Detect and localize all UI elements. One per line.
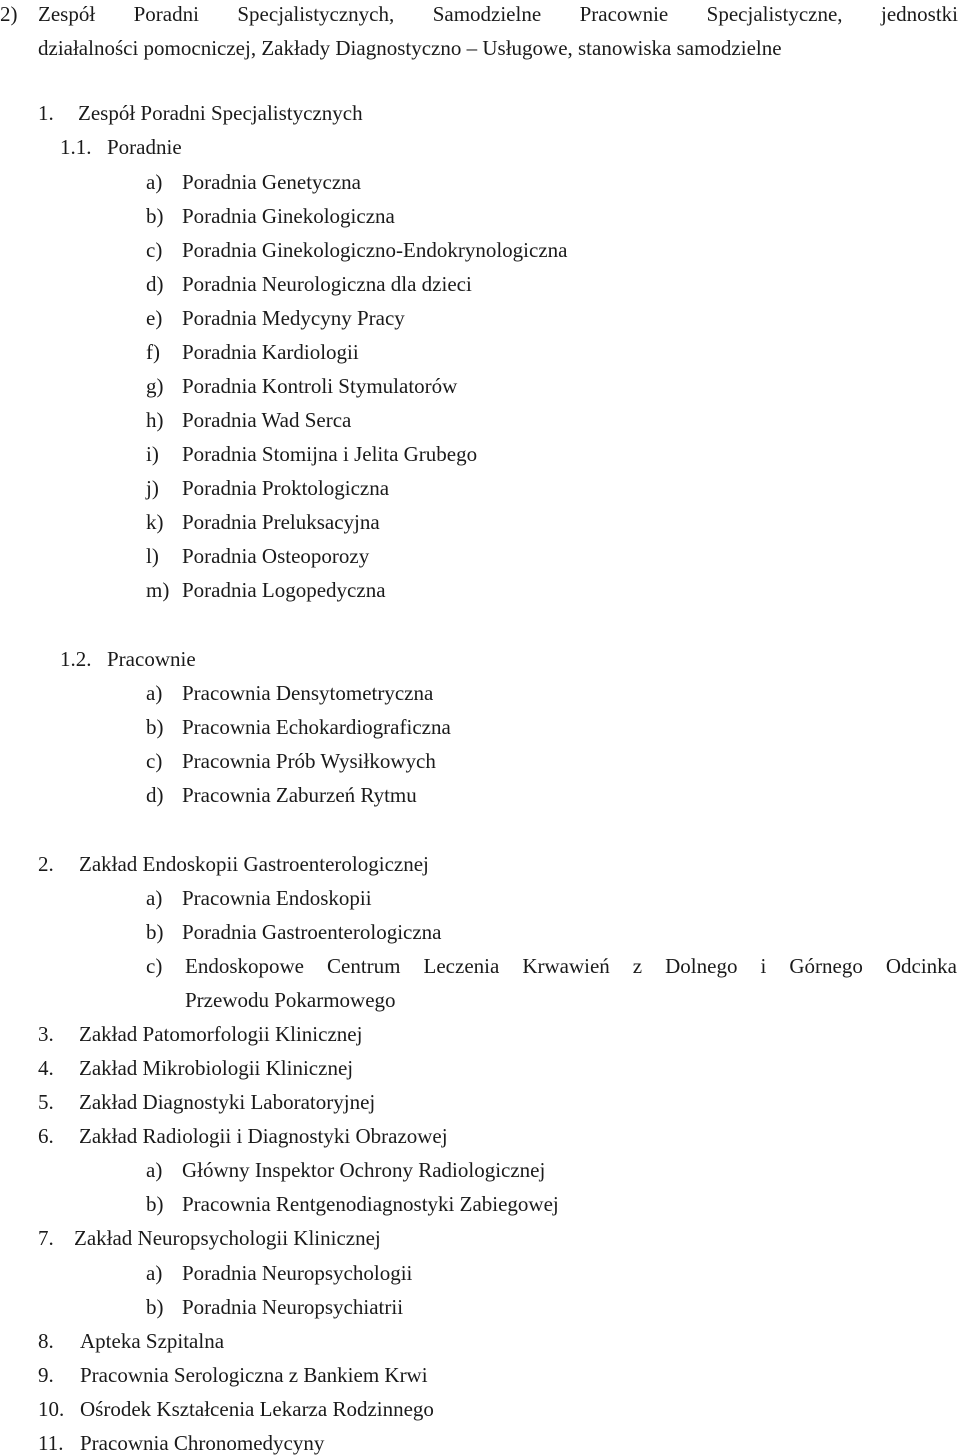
subsection-1-2-heading — [60, 647, 196, 671]
section-8-heading: 8. Apteka Szpitalna — [38, 1329, 225, 1353]
list-item: b) Poradnia Neuropsychiatrii — [146, 1295, 404, 1319]
section-2-label: 2. — [38, 852, 54, 876]
list-item: c) Poradnia Ginekologiczno-Endokrynologiczna — [146, 238, 568, 262]
heading-number: 2) — [0, 2, 18, 26]
list-item: l) Poradnia Osteoporozy — [146, 544, 370, 568]
list-item: c) Pracownia Prób Wysiłkowych — [146, 749, 436, 773]
section-11-heading: 11. Pracownia Chronomedycyny — [38, 1431, 325, 1455]
section-3-heading: 3. Zakład Patomorfologii Klinicznej — [38, 1022, 363, 1046]
heading-line-2: działalności pomocniczej, Zakłady Diagnostyczno – Usługowe, stanowiska samodzielne — [38, 36, 782, 60]
list-item: b) Pracownia Rentgenodiagnostyki Zabiegowej — [146, 1192, 559, 1216]
subsection-1-2-title: Pracownie — [107, 647, 196, 671]
section-10-heading: 10. Ośrodek Kształcenia Lekarza Rodzinnego — [38, 1397, 434, 1421]
list-item: a) Główny Inspektor Ochrony Radiologicznej — [146, 1158, 546, 1182]
list-item: a) Poradnia Neuropsychologii — [146, 1261, 413, 1285]
list-item-continuation: Przewodu Pokarmowego — [185, 988, 396, 1012]
list-item: a) Pracownia Densytometryczna — [146, 681, 434, 705]
section-2-heading — [38, 852, 429, 876]
section-1-heading — [38, 101, 363, 125]
list-item: i) Poradnia Stomijna i Jelita Grubego — [146, 442, 478, 466]
list-item: d) Pracownia Zaburzeń Rytmu — [146, 783, 417, 807]
list-item: b) Poradnia Gastroenterologiczna — [146, 920, 442, 944]
list-item: c) Endoskopowe Centrum Leczenia Krwawień z Dolnego i Górnego Odcinka — [146, 954, 957, 978]
document-heading — [0, 2, 958, 60]
list-item: b) Pracownia Echokardiograficzna — [146, 715, 451, 739]
list-item: a) Poradnia Genetyczna — [146, 170, 362, 194]
subsection-1-1-title: Poradnie — [107, 135, 182, 159]
list-item: j) Poradnia Proktologiczna — [146, 476, 390, 500]
section-1-title: Zespół Poradni Specjalistycznych — [78, 101, 363, 125]
list-item: m) Poradnia Logopedyczna — [146, 578, 386, 602]
list-item: d) Poradnia Neurologiczna dla dzieci — [146, 272, 472, 296]
list-item: h) Poradnia Wad Serca — [146, 408, 352, 432]
list-item: f) Poradnia Kardiologii — [146, 340, 359, 364]
subsection-1-1-label: 1.1. — [60, 135, 92, 159]
list-item: g) Poradnia Kontroli Stymulatorów — [146, 374, 458, 398]
list-item: a) Pracownia Endoskopii — [146, 886, 372, 910]
section-4-heading: 4. Zakład Mikrobiologii Klinicznej — [38, 1056, 354, 1080]
section-9-heading: 9. Pracownia Serologiczna z Bankiem Krwi — [38, 1363, 428, 1387]
section-1-label: 1. — [38, 101, 54, 125]
heading-line-1: Zespół Poradni Specjalistycznych, Samodzielne Pracownie Specjalistyczne, jednostki — [38, 2, 958, 26]
section-2-title: Zakład Endoskopii Gastroenterologicznej — [79, 852, 429, 876]
list-item: k) Poradnia Preluksacyjna — [146, 510, 380, 534]
list-item: e) Poradnia Medycyny Pracy — [146, 306, 405, 330]
section-7-heading: 7. Zakład Neuropsychologii Klinicznej — [38, 1226, 381, 1250]
subsection-1-1-heading — [60, 135, 182, 159]
subsection-1-2-label: 1.2. — [60, 647, 92, 671]
section-5-heading: 5. Zakład Diagnostyki Laboratoryjnej — [38, 1090, 376, 1114]
list-item: b) Poradnia Ginekologiczna — [146, 204, 395, 228]
section-6-heading: 6. Zakład Radiologii i Diagnostyki Obrazowej — [38, 1124, 448, 1148]
